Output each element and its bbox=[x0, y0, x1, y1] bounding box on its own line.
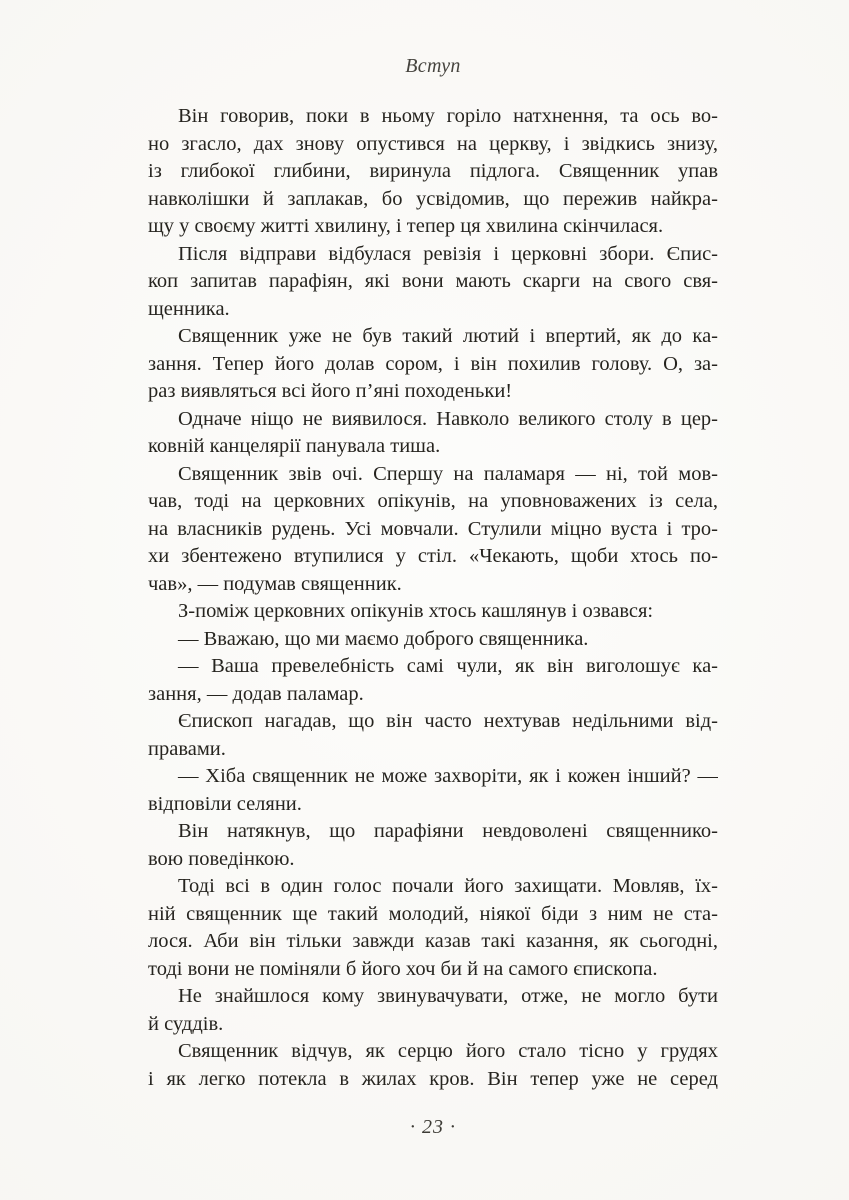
text-line: раз виявляться всі його п’яні походеньки! bbox=[148, 380, 513, 402]
text-line: зання, — додав паламар. bbox=[148, 682, 364, 705]
text-line: Одначе ніщо не виявилося. Навколо великого столу в цер- bbox=[178, 407, 718, 430]
text-line: вою поведінкою. bbox=[148, 847, 295, 870]
page-number: · 23 · bbox=[410, 1116, 456, 1138]
paragraph bbox=[148, 708, 718, 763]
text-line: З-поміж церковних опікунів хтось кашлянув і озвався: bbox=[178, 600, 654, 622]
text-line: ній священник ще такий молодий, ніякої біди з ним не ста- bbox=[148, 902, 718, 925]
text-line: на власників рудень. Усі мовчали. Стулили міцно вуста і тро- bbox=[148, 517, 718, 540]
paragraph bbox=[148, 763, 718, 818]
text-line: Тоді всі в один голос почали його захищати. Мовляв, їх- bbox=[178, 875, 718, 897]
text-line: Священник відчув, як серцю його стало тісно у грудях bbox=[178, 1040, 718, 1062]
paragraph bbox=[148, 653, 718, 708]
paragraph bbox=[148, 983, 718, 1038]
text-line: Єпископ нагадав, що він часто нехтував недільними від- bbox=[178, 710, 718, 732]
text-line: відповіли селяни. bbox=[148, 792, 302, 815]
text-line: Він натякнув, що парафіяни невдоволені священнико- bbox=[178, 820, 718, 842]
paragraph bbox=[148, 461, 718, 599]
text-line: лося. Аби він тільки завжди казав такі казання, як сьогодні, bbox=[148, 930, 718, 952]
paragraph bbox=[148, 626, 718, 654]
text-line: щу у своєму житті хвилину, і тепер ця хвилина скінчилася. bbox=[148, 215, 664, 237]
text-line: ковній канцелярії панувала тиша. bbox=[148, 435, 441, 457]
text-line: хи збентежено втупилися у стіл. «Чекають, щоби хтось по- bbox=[148, 545, 718, 567]
paragraph bbox=[148, 323, 718, 406]
text-line: Після відправи відбулася ревізія і церковні збори. Єпис- bbox=[178, 242, 718, 265]
chapter-running-head: Вступ bbox=[405, 55, 461, 77]
text-line: но згасло, дах знову опустився на церкву, і звідкись знизу, bbox=[148, 132, 718, 155]
text-line: Священник звів очі. Спершу на паламаря — ні, той мов- bbox=[178, 462, 718, 485]
paragraph bbox=[148, 241, 718, 324]
text-line: чав», — подумав священник. bbox=[148, 572, 402, 595]
text-line: й суддів. bbox=[148, 1012, 224, 1035]
text-line: коп запитав парафіян, які вони мають скарги на свого свя- bbox=[148, 270, 718, 292]
text-line: і як легко потекла в жилах кров. Він тепер уже не серед bbox=[148, 1067, 718, 1090]
paragraph bbox=[148, 1038, 718, 1093]
text-line: Не знайшлося кому звинувачувати, отже, не могло бути bbox=[178, 985, 718, 1007]
text-line: — Хіба священник не може захворіти, як і кожен інший? — bbox=[178, 765, 718, 787]
text-line: навколішки й заплакав, бо усвідомив, що пережив найкра- bbox=[148, 187, 718, 210]
text-line: зання. Тепер його долав сором, і він похилив голову. О, за- bbox=[148, 352, 718, 375]
text-line: Священник уже не був такий лютий і впертий, як до ка- bbox=[178, 325, 718, 347]
text-line: Він говорив, поки в ньому горіло натхнення, та ось во- bbox=[178, 105, 718, 127]
paragraph bbox=[148, 103, 718, 241]
text-line: правами. bbox=[148, 737, 226, 760]
text-line: щенника. bbox=[148, 297, 230, 320]
text-line: із глибокої глибини, виринула підлога. Священник упав bbox=[148, 160, 718, 182]
text-line: — Вважаю, що ми маємо доброго священника. bbox=[178, 627, 589, 650]
text-line: тоді вони не поміняли б його хоч би й на самого єпископа. bbox=[148, 957, 658, 980]
paragraph bbox=[148, 598, 718, 626]
text-line: — Ваша превелебність самі чули, як він виголошує ка- bbox=[178, 655, 718, 677]
body-text-block bbox=[148, 103, 718, 1093]
text-line: чав, тоді на церковних опікунів, на уповноважених із села, bbox=[148, 490, 718, 512]
paragraph bbox=[148, 873, 718, 983]
paragraph bbox=[148, 406, 718, 461]
paragraph bbox=[148, 818, 718, 873]
